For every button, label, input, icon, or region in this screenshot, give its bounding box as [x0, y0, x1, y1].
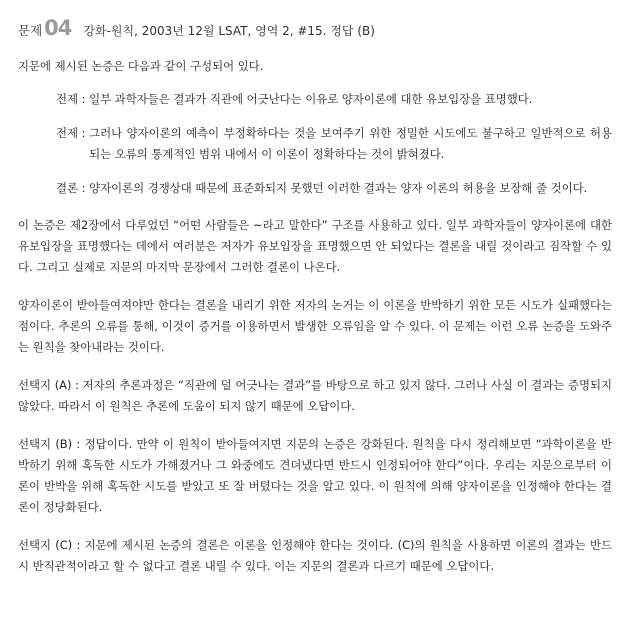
- paragraph-choice-b: 선택지 (B) : 정답이다. 만약 이 원칙이 받아들여지면 지문의 논증은 강화된다. 원칙을 다시 정리해보면 “과학이론을 반박하기 위해 혹독한 시도가 가해졌거나 그 와중에도 견뎌냈다면 반드시 인정되어야 한다”이다. 우리는 지문으로부터 이론이 반박을 위해 혹독한 시도를 받았고 또 잘 버텼다는 것을 알고 있다. 이 원칙에 의해 양자이론을 인정해야 한다는 결론이 정당화된다.: [18, 437, 612, 514]
- intro-text: 지문에 제시된 논증은 다음과 같이 구성되어 있다.: [18, 59, 264, 73]
- paragraph-choice-c: 선택지 (C) : 지문에 제시된 논증의 결론은 이론을 인정해야 한다는 것이다. (C)의 원칙을 사용하면 이론의 결과는 반드시 반직관적이라고 할 수 없다고 결론 내릴 수 있다. 이는 지문의 결론과 다르기 때문에 오답이다.: [18, 538, 612, 573]
- paragraph-reasoning-flaw: 양자이론이 받아들여져야만 한다는 결론을 내리기 위한 저자의 논거는 이 이론을 반박하기 위한 모든 시도가 실패했다는 점이다. 추론의 오류를 통해, 이것이 증거를 이용하면서 발생한 오류임을 알 수 있다. 이 문제는 이런 오류 논증을 도와주는 원칙을 찾아내라는 것이다.: [18, 298, 612, 354]
- paragraph-choice-a: 선택지 (A) : 저자의 추론과정은 “직관에 덜 어긋나는 결과”를 바탕으로 하고 있지 않다. 그러나 사실 이 결과는 증명되지 않았다. 따라서 이 원칙은 추론에 도움이 되지 않기 때문에 오답이다.: [18, 378, 612, 413]
- premise-tag: 전제 :: [56, 126, 90, 140]
- problem-title: 강화-원칙, 2003년 12월 LSAT, 영역 2, #15. 정답 (B): [83, 24, 375, 38]
- premise-tag: 전제 :: [56, 92, 90, 106]
- conclusion: [56, 178, 612, 199]
- problem-number: 04: [44, 16, 72, 40]
- conclusion-text: 양자이론의 경쟁상대 때문에 표준화되지 못했던 이러한 결과는 양자 이론의 허용을 보장해 줄 것이다.: [89, 181, 588, 195]
- argument-structure: [18, 89, 612, 199]
- problem-header: [18, 16, 612, 44]
- premise-text: 그러나 양자이론의 예측이 부정확하다는 것을 보여주기 위한 정밀한 시도에도 불구하고 일반적으로 허용되는 오류의 통계적인 범위 내에서 이 이론이 정확하다는 것이 밝혀졌다.: [89, 126, 612, 161]
- premise-1: [56, 89, 612, 110]
- paragraph-structure-analysis: 이 논증은 제2장에서 다루었던 “어떤 사람들은 ~라고 말한다” 구조를 사용하고 있다. 일부 과학자들이 양자이론에 대한 유보입장을 표명했다는 데에서 여러분은 저자가 유보입장을 표명했으면 안 되었다는 결론을 내릴 것이라고 짐작할 수 있다. 그리고 실제로 지문의 마지막 문장에서 그러한 결론이 나온다.: [18, 218, 612, 274]
- premise-text: 일부 과학자들은 결과가 직관에 어긋난다는 이유로 양자이론에 대한 유보입장을 표명했다.: [89, 92, 533, 106]
- conclusion-tag: 결론 :: [56, 181, 90, 195]
- premise-2: [56, 123, 612, 165]
- problem-label: 문제: [18, 23, 43, 38]
- document-page: [18, 16, 612, 577]
